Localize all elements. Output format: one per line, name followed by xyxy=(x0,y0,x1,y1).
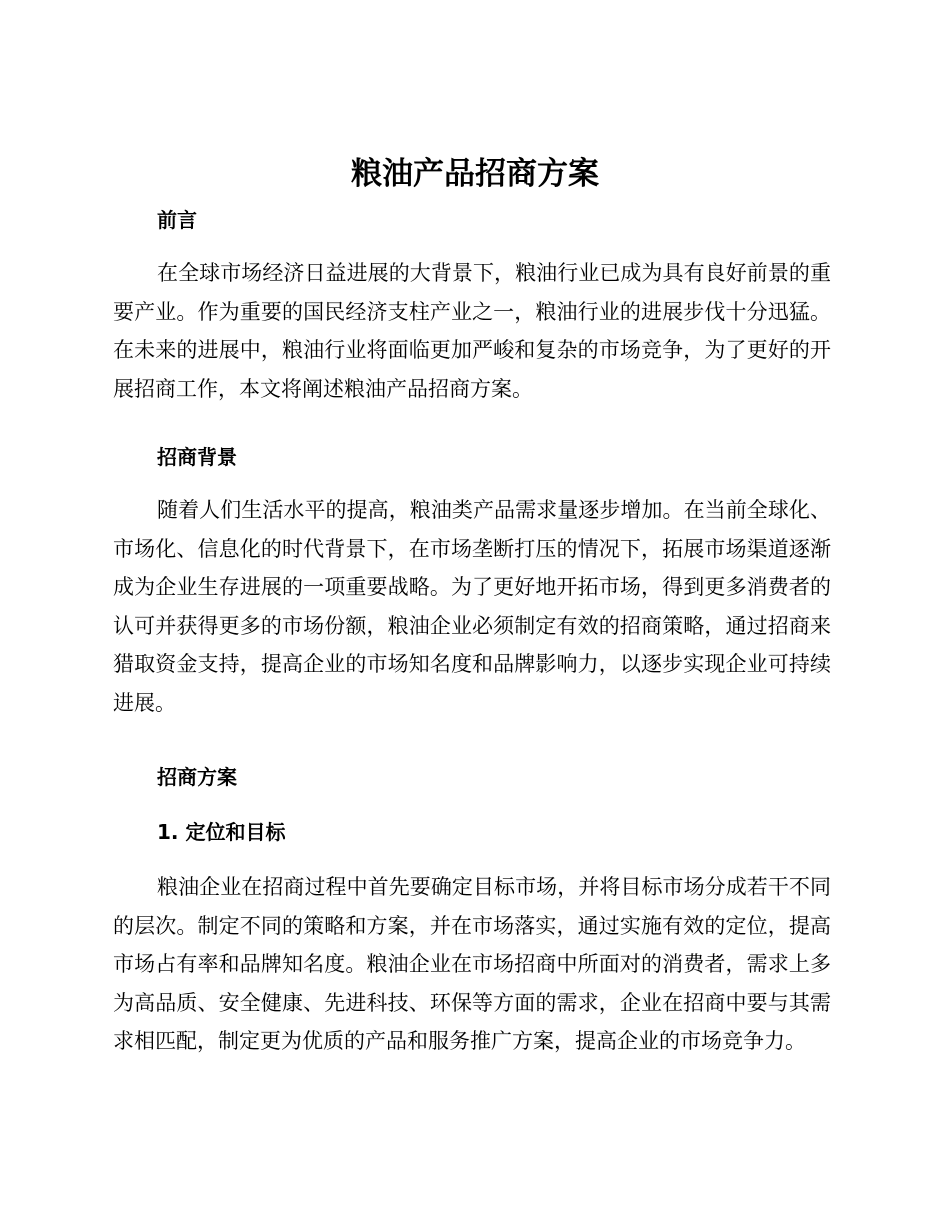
section-heading-preface: 前言 xyxy=(157,208,197,232)
paragraph-background: 随着人们生活水平的提高，粮油类产品需求量逐步增加。在当前全球化、市场化、信息化的时代背景下，在市场垄断打压的情况下，拓展市场渠道逐渐成为企业生存进展的一项重要战略。为了更好地开拓市场，得到更多消费者的认可并获得更多的市场份额，粮油企业必须制定有效的招商策略，通过招商来猎取资金支持，提高企业的市场知名度和品牌影响力，以逐步实现企业可持续进展。 xyxy=(113,498,831,715)
document-title: 粮油产品招商方案 xyxy=(351,156,599,192)
section-heading-background: 招商背景 xyxy=(157,445,237,469)
paragraph-preface: 在全球市场经济日益进展的大背景下，粮油行业已成为具有良好前景的重要产业。作为重要的国民经济支柱产业之一，粮油行业的进展步伐十分迅猛。在未来的进展中，粮油行业将面临更加严峻和复杂的市场竞争，为了更好的开展招商工作，本文将阐述粮油产品招商方案。 xyxy=(113,261,831,401)
subsection-heading-positioning: 1. 定位和目标 xyxy=(157,820,286,844)
paragraph-positioning: 粮油企业在招商过程中首先要确定目标市场，并将目标市场分成若干不同的层次。制定不同的策略和方案，并在市场落实，通过实施有效的定位，提高市场占有率和品牌知名度。粮油企业在市场招商中所面对的消费者，需求上多为高品质、安全健康、先进科技、环保等方面的需求，企业在招商中要与其需求相匹配，制定更为优质的产品和服务推广方案，提高企业的市场竞争力。 xyxy=(113,875,831,1053)
section-heading-plan: 招商方案 xyxy=(157,765,237,789)
